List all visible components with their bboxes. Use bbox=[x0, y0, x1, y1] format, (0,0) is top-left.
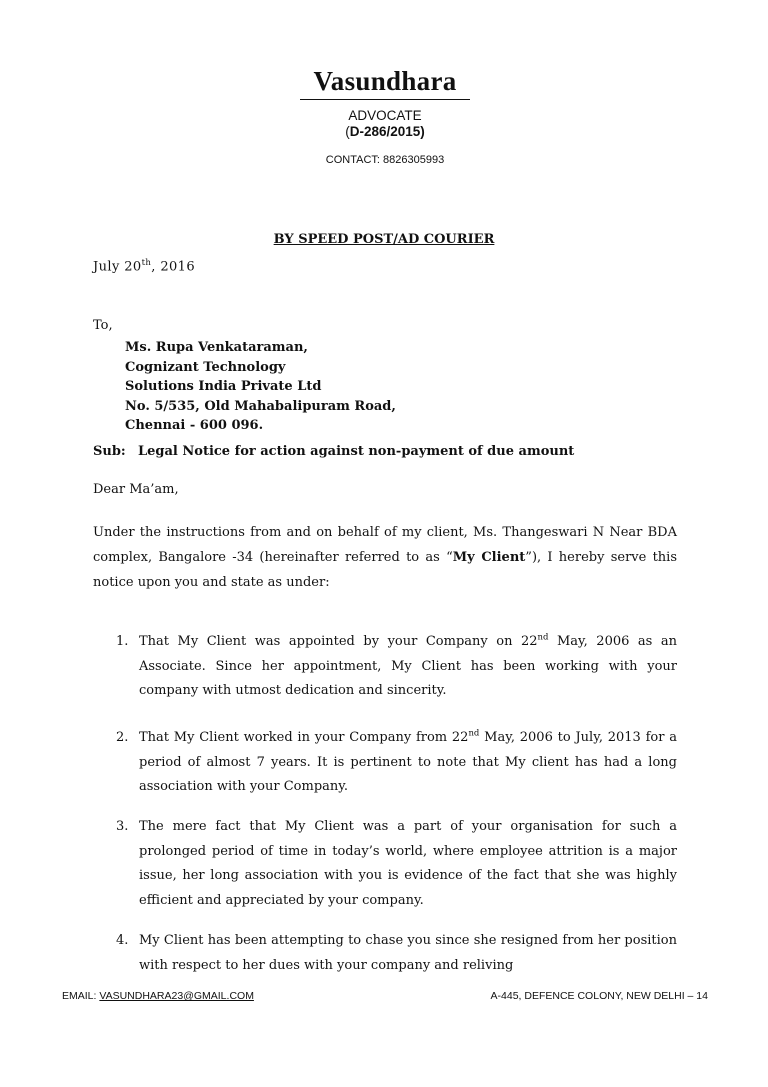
intro-text-end: ”), I hereby serve this notice upon you and state as under: bbox=[93, 550, 678, 590]
footer-address: A-445, DEFENCE COLONY, NEW DELHI – 14 bbox=[490, 990, 708, 1002]
recipient-city: Chennai - 600 096. bbox=[125, 418, 264, 434]
item-number: 3. bbox=[116, 819, 129, 834]
to-label: To, bbox=[93, 318, 113, 333]
list-item bbox=[116, 630, 677, 704]
item-text bbox=[139, 726, 677, 800]
item-number: 2. bbox=[116, 730, 129, 745]
email-label: EMAIL: bbox=[62, 990, 100, 1002]
footer-email bbox=[62, 990, 254, 1002]
recipient-company-line2: Solutions India Private Ltd bbox=[125, 379, 322, 395]
recipient-company: Cognizant Technology bbox=[125, 359, 286, 375]
registration-value: D-286/2015) bbox=[349, 124, 425, 139]
date-suffix: th bbox=[141, 258, 152, 268]
subject-line bbox=[93, 444, 574, 459]
intro-client-term: My Client bbox=[452, 550, 526, 565]
subject-label: Sub: bbox=[93, 444, 126, 459]
contact-number: CONTACT: 8826305993 bbox=[325, 154, 445, 166]
recipient-address bbox=[125, 338, 396, 436]
recipient-street: No. 5/535, Old Mahabalipuram Road, bbox=[125, 398, 396, 414]
subject-text: Legal Notice for action against non-payment of due amount bbox=[138, 444, 575, 459]
ordinal-suffix: nd bbox=[537, 632, 549, 643]
list-item bbox=[116, 929, 677, 977]
list-item bbox=[116, 815, 677, 914]
list-item bbox=[116, 726, 677, 800]
item-number: 1. bbox=[116, 634, 129, 649]
item-number: 4. bbox=[116, 933, 129, 948]
advocate-name: Vasundhara bbox=[300, 66, 470, 100]
delivery-mode-text: BY SPEED POST/AD COURIER bbox=[273, 232, 495, 247]
item-text: The mere fact that My Client was a part of your organisation for such a prolonged period of time in today’s world, where employee attrition is a major issue, her long association with you is evidence of the fact that she was highly efficient and appreciated by your company. bbox=[139, 819, 677, 909]
intro-paragraph bbox=[93, 520, 677, 595]
letter-date bbox=[93, 258, 195, 274]
item-text-part: May, 2006 to July, 2013 for a period of almost 7 years. It is pertinent to note that My client has had a long association with your Company. bbox=[139, 730, 677, 795]
item-text: My Client has been attempting to chase you since she resigned from her position with respect to her dues with your company and reliving bbox=[139, 933, 677, 973]
item-text-part: May, 2006 as an Associate. Since her appointment, My Client has been working with your company with utmost dedication and sincerity. bbox=[139, 634, 677, 699]
item-text-part: That My Client worked in your Company from 22 bbox=[139, 730, 469, 745]
registration-number bbox=[300, 124, 470, 139]
delivery-mode bbox=[0, 228, 768, 247]
item-text-part: That My Client was appointed by your Company on 22 bbox=[139, 634, 538, 649]
date-year: , 2016 bbox=[151, 259, 196, 275]
recipient-name: Ms. Rupa Venkataraman, bbox=[125, 340, 308, 355]
email-link[interactable]: VASUNDHARA23@GMAIL.COM bbox=[99, 990, 254, 1002]
ordinal-suffix: nd bbox=[468, 728, 480, 739]
intro-text-start: Under the instructions from and on behalf of my client, Ms. Thangeswari N Near BDA complex, Bangalore -34 (hereinafter referred to as “ bbox=[93, 525, 677, 565]
registration-open-paren: ( bbox=[345, 124, 350, 139]
date-day: July 20 bbox=[93, 259, 142, 275]
salutation: Dear Ma’am, bbox=[93, 482, 179, 497]
item-text bbox=[139, 630, 677, 704]
advocate-title: ADVOCATE bbox=[348, 108, 422, 123]
